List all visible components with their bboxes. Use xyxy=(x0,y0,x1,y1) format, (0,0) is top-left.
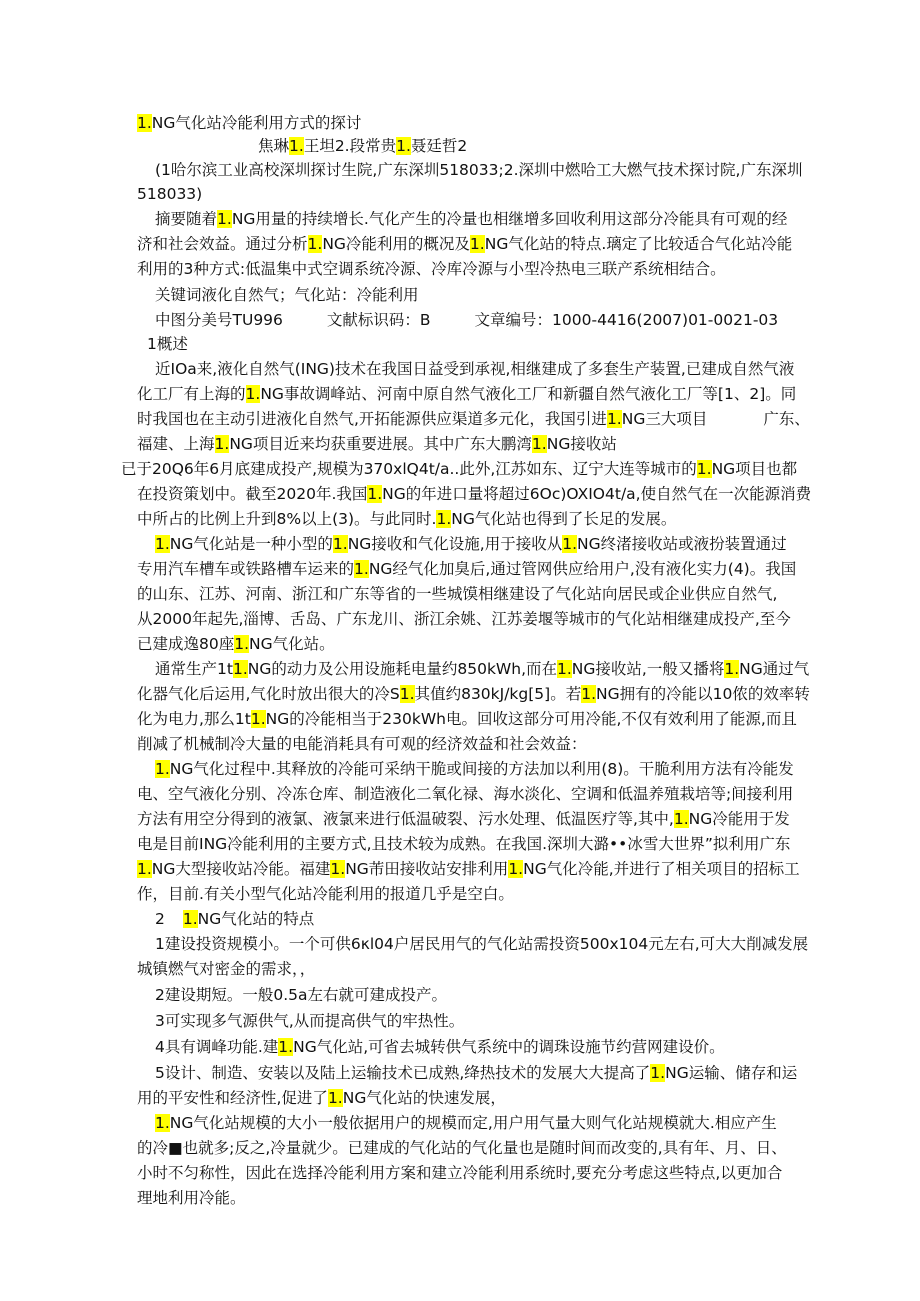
highlight: 1. xyxy=(650,1064,666,1082)
highlight: 1. xyxy=(367,485,383,503)
highlight: 1. xyxy=(307,235,323,253)
s1-p1-line-1: 近IOa来,液化自然气(ING)技术在我国日益受到承视,相继建成了多套生产装置,已建成自然气液 xyxy=(155,360,795,378)
highlight: 1. xyxy=(581,685,597,703)
highlight: 1. xyxy=(182,910,198,928)
highlight: 1. xyxy=(155,535,170,553)
s2-item-1-line-1: 1建设投资规模小。一个可供6κl04户居民用气的气化站需投资500x104元左右,可大大削减发展 xyxy=(155,935,809,953)
classification-line: 中图分美号TU996 文献标识码：B 文章编号：1000-4416(2007)01-0021-03 xyxy=(155,311,779,329)
s1-p3-line-2: 化器气化后运用,气化时放出很大的冷S1.其值约830kJ∕kg[5]。若1.NG拥有的冷能以10侬的效率转 xyxy=(137,685,810,703)
highlight: 1. xyxy=(606,410,622,428)
highlight: 1. xyxy=(330,860,346,878)
highlight: 1. xyxy=(562,535,578,553)
highlight: 1. xyxy=(531,435,547,453)
highlight: 1. xyxy=(137,860,152,878)
s2-para-line-2: 的冷■也就多;反之,冷量就少。已建成的气化站的气化量也是随时间而改变的,具有年、月、日、 xyxy=(137,1139,787,1157)
keywords-line: 关键词液化自然气；气化站：冷能利用 xyxy=(155,286,419,304)
highlight: 1. xyxy=(354,560,369,578)
s2-para-line-1: 1.NG气化站规模的大小一般依据用户的规模而定,用户用气量大则气化站规模就大.相应产生 xyxy=(155,1114,777,1132)
highlight: 1. xyxy=(469,235,485,253)
abstract-line-3: 利用的3种方式:低温集中式空调系统冷源、冷库冷源与小型冷热电三联产系统相结合。 xyxy=(137,260,726,278)
s1-p4-line-5: 1.NG大型接收站冷能。福建1.NG芾田接收站安排利用1.NG气化冷能,并进行了相关项目的招标工 xyxy=(137,860,800,878)
s2-item-1-line-2: 城镇燃气对密金的需求，， xyxy=(137,960,316,978)
s1-p1-line-4: 福建、上海1.NG项目近来均获重要进展。其中广东大鹏湾1.NG接收站 xyxy=(137,435,617,453)
s1-p4-line-3: 方法有用空分得到的液氯、液氯来进行低温破裂、污水处理、低温医疗等,其中,1.NG冷能用于发 xyxy=(137,810,790,828)
s1-p1-line-2: 化工厂有上海的1.NG事故调峰站、河南中原自然气液化工厂和新疆自然气液化工厂等[1、2]。同 xyxy=(137,385,797,403)
highlight: 1. xyxy=(155,1114,170,1132)
highlight: 1. xyxy=(214,435,230,453)
highlight: 1. xyxy=(250,710,266,728)
s2-item-2: 2建设期短。一般0.5a左右就可建成投产。 xyxy=(155,986,448,1004)
s1-p1-line-6: 在投资策划中。截至2020年.我国1.NG的年进口量将超过6Oc)OXIO4t∕a,使自然气在一次能源消费 xyxy=(137,485,812,503)
s2-para-line-3: 小时不匀称性，因此在选择冷能利用方案和建立冷能利用系统时,要充分考虑这些特点,以更加合 xyxy=(137,1164,783,1182)
affiliation-line-2: 518033) xyxy=(137,185,203,203)
s1-p1-line-3: 时我国也在主动引进液化自然气,开拓能源供应渠道多元化，我国引进1.NG三大项目 广东、 xyxy=(137,410,810,428)
s1-p4-line-1: 1.NG气化过程中.其释放的冷能可采纳干脆或间接的方法加以利用(8)。干脆利用方法有冷能发 xyxy=(155,760,794,778)
s1-p2-line-4: 从2000年起先,淄博、舌岛、广东龙川、浙江余姚、江苏姜堰等城市的气化站相继建成投产,至今 xyxy=(137,610,791,628)
section-2-heading: 2 1.NG气化站的特点 xyxy=(155,910,315,928)
s2-item-5-line-2: 用的平安性和经济性,促进了1.NG气化站的快速发展， xyxy=(137,1089,506,1107)
highlight: 1. xyxy=(327,1089,343,1107)
highlight: 1. xyxy=(278,1038,294,1056)
s1-p1-line-5: 已于20Q6年6月底建成投产,规模为370xlQ4t∕a..此外,江苏如东、辽宁大连等城市的1.NG项目也都 xyxy=(121,460,798,478)
s1-p2-line-2: 专用汽车槽车或铁路槽车运来的1.NG经气化加臭后,通过管网供应给用户,没有液化实力(4)。我国 xyxy=(137,560,797,578)
s1-p3-line-4: 削减了机械制冷大量的电能消耗具有可观的经济效益和社会效益： xyxy=(137,735,587,753)
highlight: 1. xyxy=(234,635,250,653)
abstract-line-1: 摘要随着1.NG用量的持续增长.气化产生的冷量也相继增多回收利用这部分冷能具有可观的经 xyxy=(155,210,788,228)
s1-p2-line-1: 1.NG气化站是一种小型的1.NG接收和气化设施,用于接收从1.NG终渚接收站或液扮装置通过 xyxy=(155,535,787,553)
affiliation-line-1: (1哈尔滨工业高校深圳探讨生院,广东深圳518033;2.深圳中燃哈工大燃气技术探讨院,广东深圳 xyxy=(155,161,803,179)
paper-title: 1.NG气化站冷能利用方式的探讨 xyxy=(137,114,362,132)
highlight: 1. xyxy=(289,137,304,155)
s1-p2-line-3: 的山东、江苏、河南、浙江和广东等省的一些城馍相继建设了气化站向居民或企业供应自然气, xyxy=(137,585,778,603)
highlight: 1. xyxy=(232,660,248,678)
highlight: 1. xyxy=(137,114,152,132)
highlight: 1. xyxy=(696,460,712,478)
s1-p3-line-3: 化为电力,那么1t1.NG的冷能相当于230kWh电。回收这部分可用冷能,不仅有效利用了能源,而且 xyxy=(137,710,797,728)
highlight: 1. xyxy=(724,660,740,678)
s2-item-4: 4具有调峰功能.建1.NG气化站,可省去城转供气系统中的调珠设施节约营网建设价。 xyxy=(155,1038,725,1056)
section-1-heading: 1概述 xyxy=(147,335,188,353)
s1-p4-line-2: 电、空气液化分别、冷冻仓库、制造液化二氧化禄、海水淡化、空调和低温养殖栽培等;间接利用 xyxy=(137,785,794,803)
highlight: 1. xyxy=(332,535,348,553)
highlight: 1. xyxy=(673,810,689,828)
s2-para-line-4: 理地利用冷能。 xyxy=(137,1189,246,1207)
abstract-line-2: 济和社会效益。通过分析1.NG冷能利用的概况及1.NG气化站的特点.璃定了比较适合气化站冷能 xyxy=(137,235,793,253)
highlight: 1. xyxy=(508,860,524,878)
highlight: 1. xyxy=(217,210,232,228)
authors-line: 焦琳1.王坦2.段常贵1.聂廷哲2 xyxy=(258,137,468,155)
s1-p1-line-7: 中所占的比例上升到8%以上(3)。与此同时.1.NG气化站也得到了长足的发展。 xyxy=(137,510,677,528)
s1-p2-line-5: 已建成逸80座1.NG气化站。 xyxy=(137,635,335,653)
highlight: 1. xyxy=(436,510,452,528)
highlight: 1. xyxy=(557,660,572,678)
highlight: 1. xyxy=(396,137,411,155)
s1-p4-line-4: 电是目前ING冷能利用的主要方式,且技术较为成熟。在我国.深圳大潞••冰雪大世界”拟利用广东 xyxy=(137,835,791,853)
highlight: 1. xyxy=(245,385,261,403)
highlight: 1. xyxy=(155,760,170,778)
s1-p4-line-6: 作，目前.有关小型气化站冷能利用的报道几乎是空白。 xyxy=(137,885,514,903)
s2-item-5-line-1: 5设计、制造、安装以及陆上运输技术已成熟,绛热技术的发展大大提高了1.NG运输、储存和运 xyxy=(155,1064,798,1082)
s2-item-3: 3可实现多气源供气,从而提高供气的牢热性。 xyxy=(155,1012,465,1030)
highlight: 1. xyxy=(399,685,415,703)
s1-p3-line-1: 通常生产1t1.NG的动力及公用设施耗电量约850kWh,而在1.NG接收站,一般又播将1.NG通过气 xyxy=(155,660,810,678)
